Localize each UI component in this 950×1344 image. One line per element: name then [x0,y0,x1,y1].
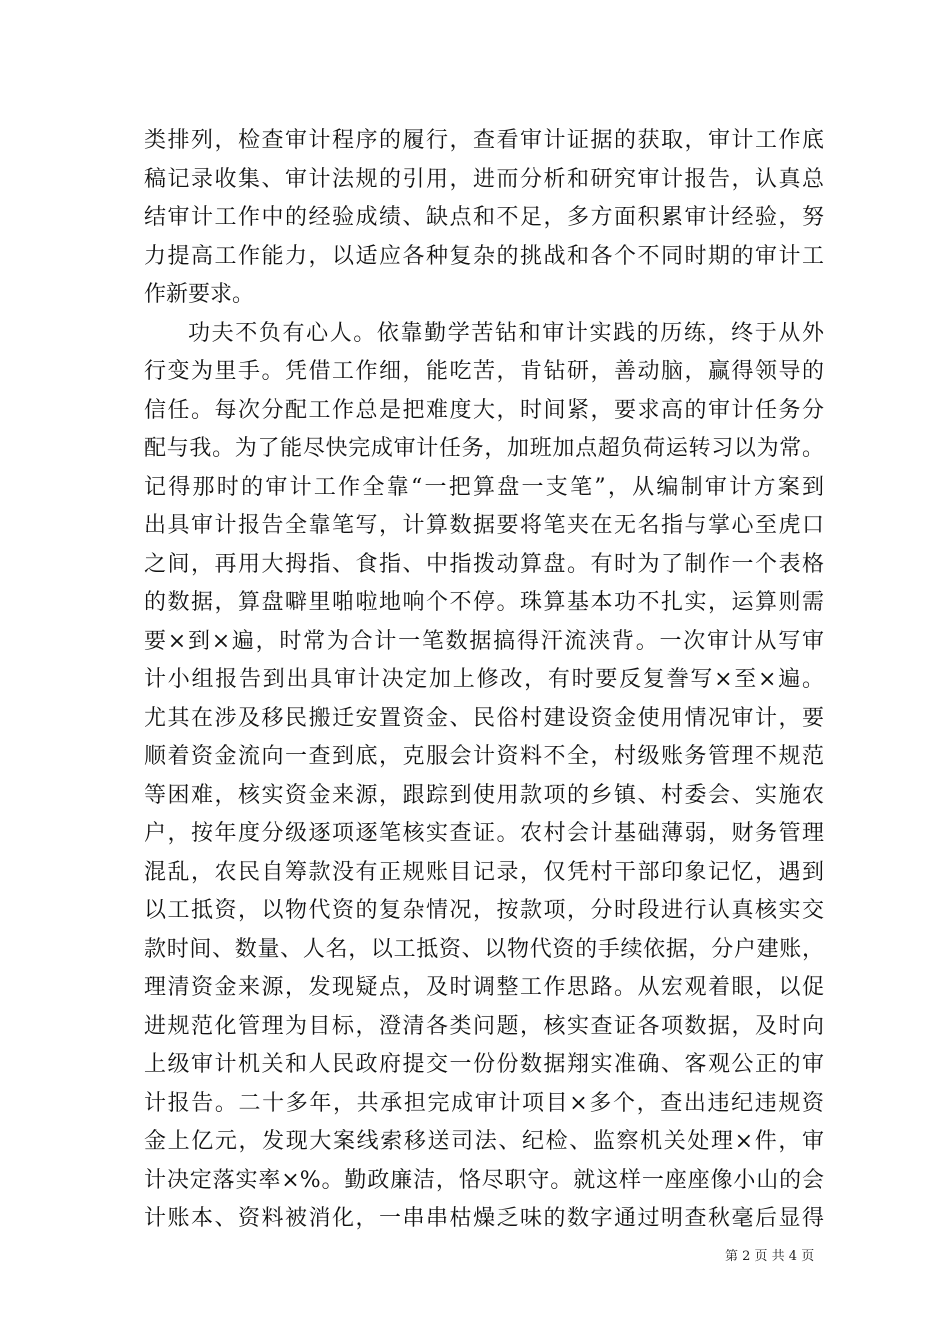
text-line: 上级审计机关和人民政府提交一份份数据翔实准确、客观公正的审 [144,1052,824,1077]
text-line: 计决定落实率×%。勤政廉洁，恪尽职守。就这样一座座像小山的会 [144,1167,824,1193]
text-line: 户，按年度分级逐项逐笔核实查证。农村会计基础薄弱，财务管理 [144,821,824,846]
text-line: 混乱，农民自筹款没有正规账目记录，仅凭村干部印象记忆，遇到 [144,859,824,885]
text-line: 等困难，核实资金来源，跟踪到使用款项的乡镇、村委会、实施农 [144,782,824,808]
text-line: 顺着资金流向一查到底，克服会计资料不全，村级账务管理不规范 [144,744,824,769]
text-line: 计账本、资料被消化，一串串枯燥乏味的数字通过明查秋毫后显得 [144,1206,824,1231]
text-line: 记得那时的审计工作全靠“一把算盘一支笔”，从编制审计方案到 [144,474,824,500]
text-line: 计小组报告到出具审计决定加上修改，有时要反复誊写×至×遍。 [144,667,824,692]
text-line: 要×到×遍，时常为合计一笔数据搞得汗流浃背。一次审计从写审 [144,628,824,654]
text-line: 信任。每次分配工作总是把难度大，时间紧，要求高的审计任务分 [144,397,824,423]
text-line: 结审计工作中的经验成绩、缺点和不足，多方面积累审计经验，努 [144,205,824,230]
body-text [144,122,824,1239]
text-line: 配与我。为了能尽快完成审计任务，加班加点超负荷运转习以为常。 [144,436,824,461]
text-line: 力提高工作能力，以适应各种复杂的挑战和各个不同时期的审计工 [144,243,824,269]
text-line: 类排列，检查审计程序的履行，查看审计证据的获取，审计工作底 [144,128,824,153]
text-line: 行变为里手。凭借工作细，能吃苦，肯钻研，善动脑，赢得领导的 [144,359,824,384]
text-line: 进规范化管理为目标，澄清各类问题，核实查证各项数据，及时向 [144,1013,824,1039]
text-line: 计报告。二十多年，共承担完成审计项目×多个，查出违纪违规资 [144,1090,824,1116]
text-line: 的数据，算盘噼里啪啦地响个不停。珠算基本功不扎实，运算则需 [144,590,824,615]
text-line: 作新要求。 [144,282,255,307]
text-line: 尤其在涉及移民搬迁安置资金、民俗村建设资金使用情况审计，要 [144,705,824,731]
text-line: 出具审计报告全靠笔写，计算数据要将笔夹在无名指与掌心至虎口 [144,513,824,538]
text-line: 理清资金来源，发现疑点，及时调整工作思路。从宏观着眼，以促 [144,975,824,1000]
text-line: 金上亿元，发现大案线索移送司法、纪检、监察机关处理×件，审 [144,1129,824,1154]
text-line: 稿记录收集、审计法规的引用，进而分析和研究审计报告，认真总 [144,166,824,192]
text-line: 功夫不负有心人。依靠勤学苦钻和审计实践的历练，终于从外 [188,320,824,346]
text-line: 以工抵资，以物代资的复杂情况，按款项，分时段进行认真核实交 [144,898,824,923]
text-line: 之间，再用大拇指、食指、中指拨动算盘。有时为了制作一个表格 [144,551,824,577]
text-line: 款时间、数量、人名，以工抵资、以物代资的手续依据，分户建账， [144,936,824,962]
page-number-footer: 第 2 页 共 4 页 [725,1249,815,1264]
